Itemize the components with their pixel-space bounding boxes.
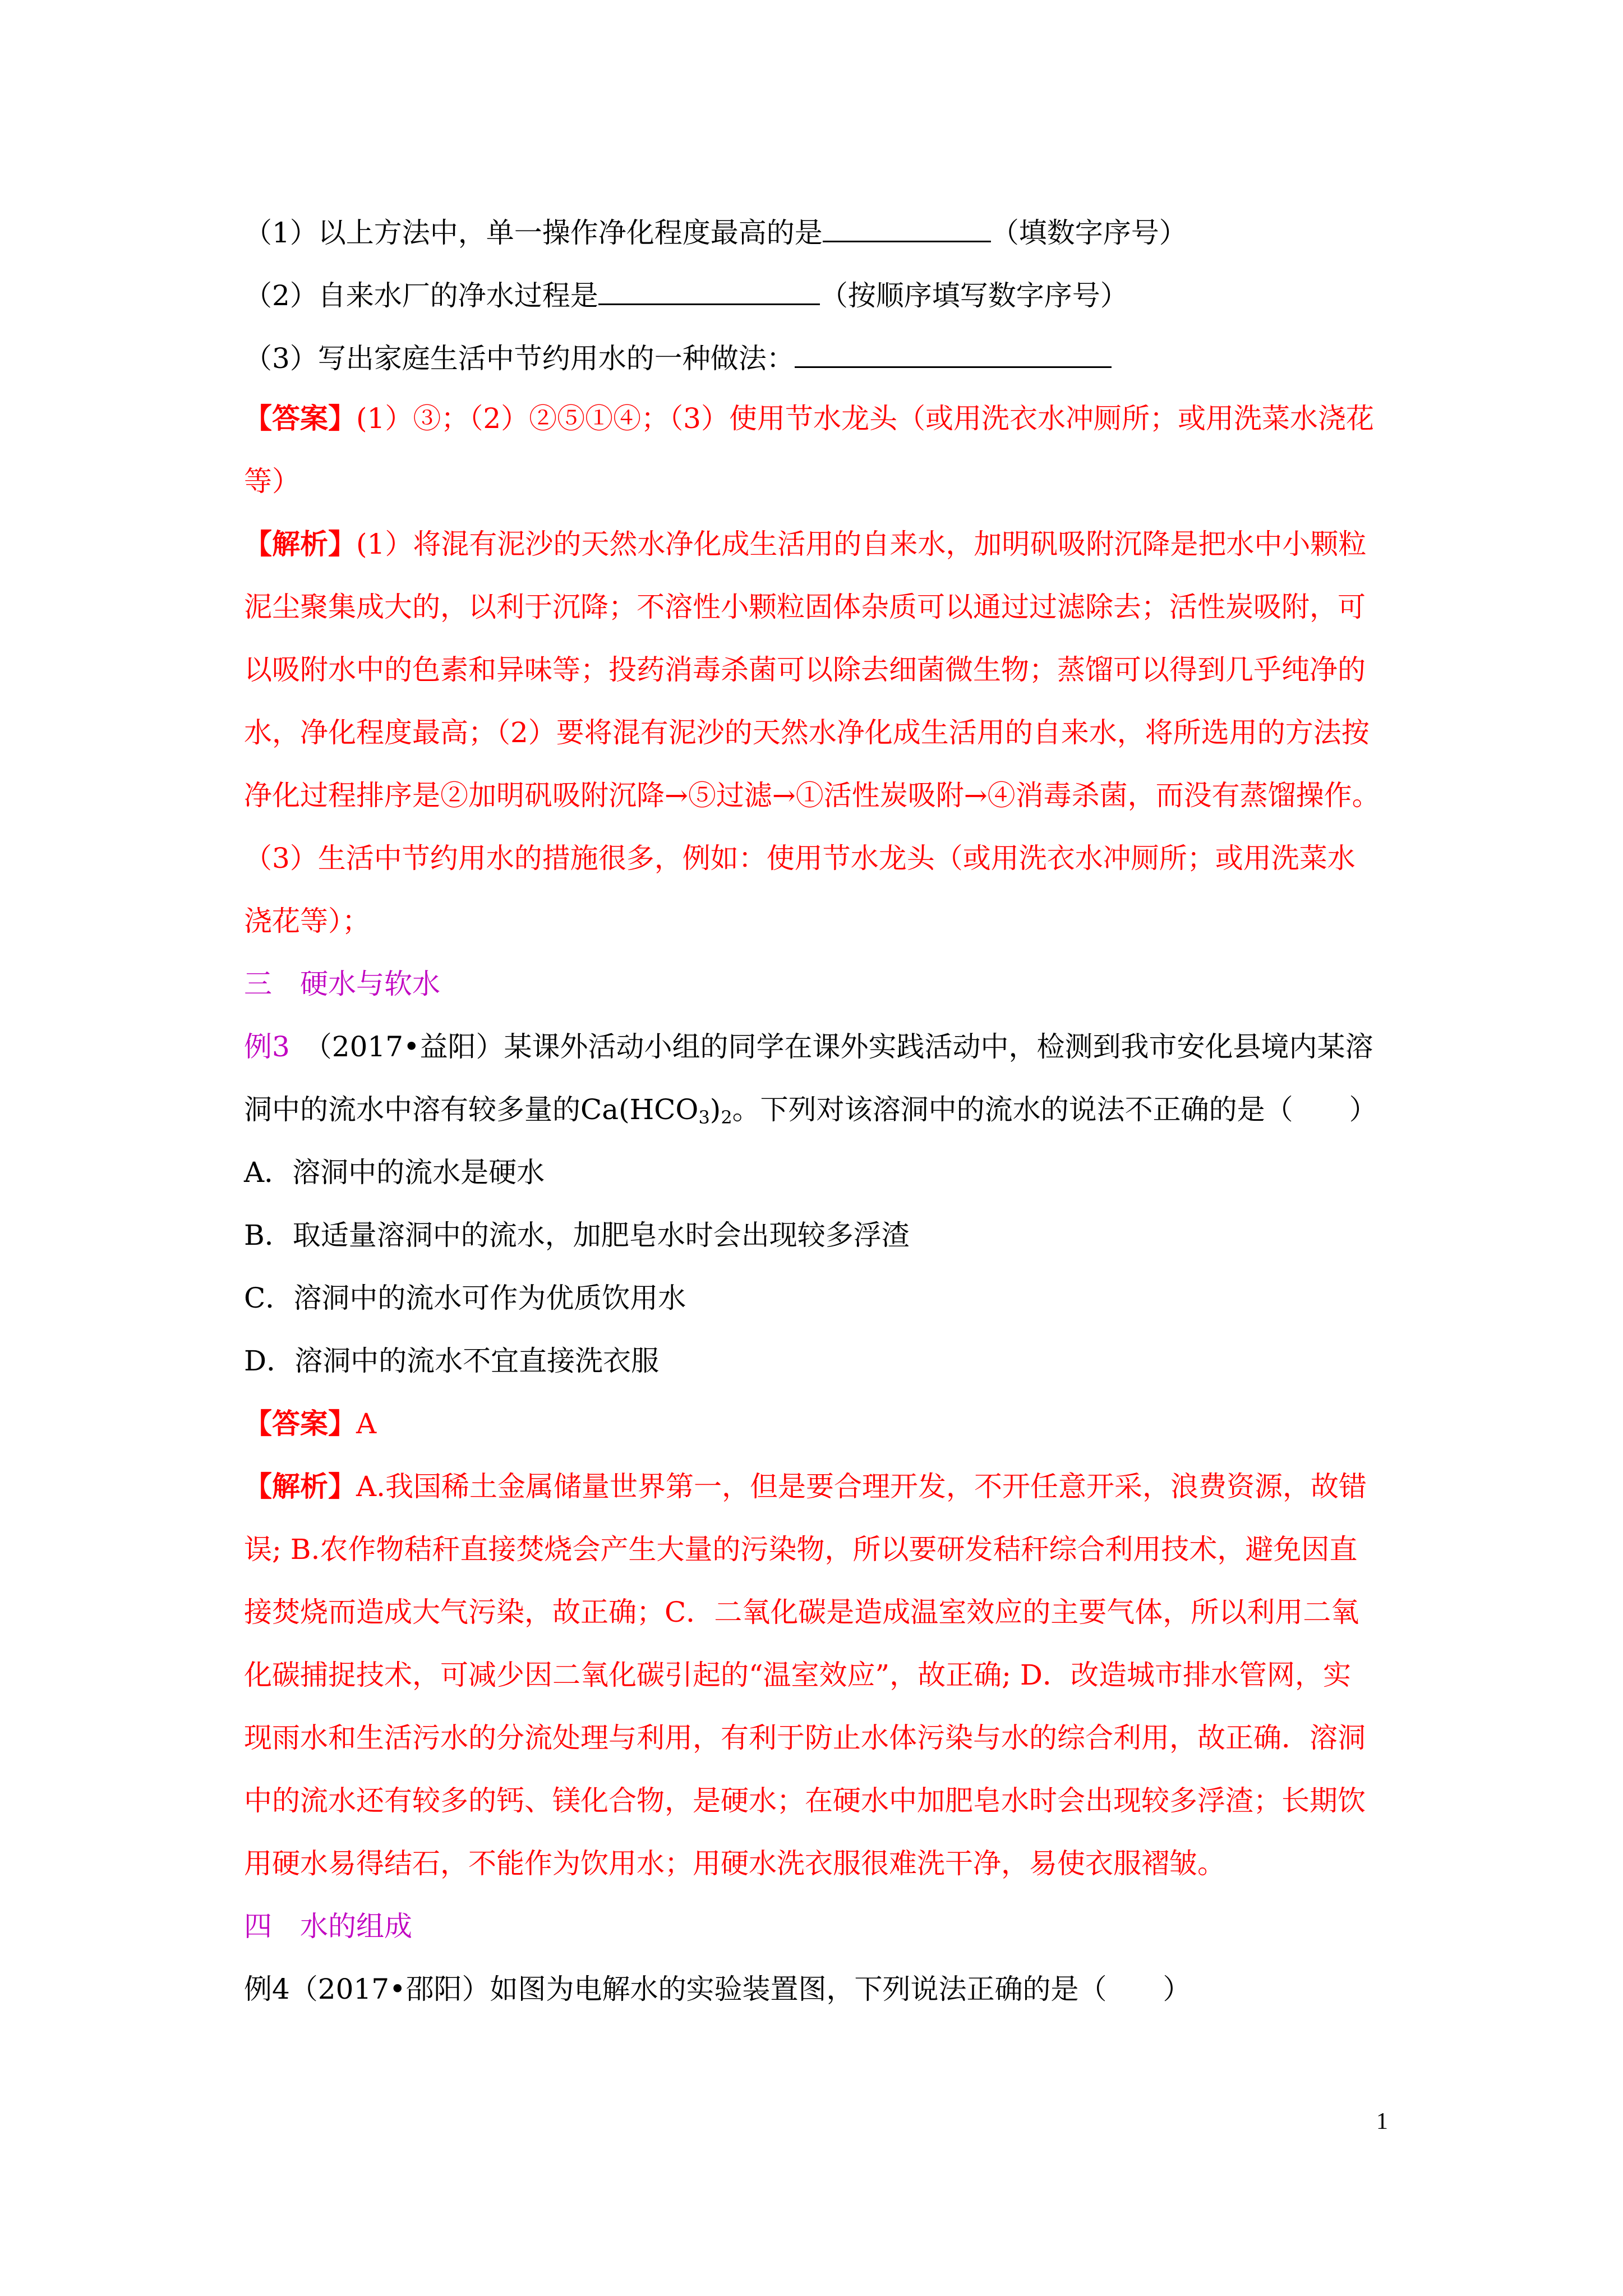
analysis1-line6: （3）生活中节约用水的措施很多，例如：使用节水龙头（或用洗衣水冲厕所；或用洗菜水 bbox=[244, 842, 1355, 875]
analysis3-line2: 误; B.农作物秸秆直接焚烧会产生大量的污染物，所以要研发秸秆综合利用技术，避免因直 bbox=[244, 1533, 1358, 1566]
example3-text: （2017•益阳）某课外活动小组的同学在课外实践活动中，检测到我市安化县境内某溶 bbox=[289, 1030, 1373, 1063]
example3-formula-sub: 3 bbox=[698, 1107, 710, 1128]
section3-title: 三 硬水与软水 bbox=[244, 968, 440, 1000]
example3-line2 bbox=[244, 1093, 1399, 1128]
example3-formula-sub2: 2 bbox=[721, 1107, 732, 1128]
option-a: A．溶洞中的流水是硬水 bbox=[244, 1156, 545, 1189]
analysis3-line6: 中的流水还有较多的钙、镁化合物，是硬水；在硬水中加肥皂水时会出现较多浮渣；长期饮 bbox=[244, 1784, 1366, 1817]
example3-formula-start: 洞中的流水中溶有较多量的Ca(HCO bbox=[244, 1093, 699, 1126]
q1-part1 bbox=[244, 216, 1399, 247]
option-c: C．溶洞中的流水可作为优质饮用水 bbox=[244, 1282, 686, 1314]
page-number: 1 bbox=[1376, 2109, 1388, 2134]
analysis1-line4: 水，净化程度最高；（2）要将混有泥沙的天然水净化成生活用的自来水，将所选用的方法按 bbox=[244, 716, 1370, 749]
analysis3-line1 bbox=[244, 1470, 1399, 1503]
answer1-line1 bbox=[244, 402, 1399, 435]
analysis1-line2: 泥尘聚集成大的，以利于沉降；不溶性小颗粒固体杂质可以通过过滤除去；活性炭吸附，可 bbox=[244, 591, 1366, 623]
option-b: B．取适量溶洞中的流水，加肥皂水时会出现较多浮渣 bbox=[244, 1219, 910, 1251]
q1-part3 bbox=[244, 342, 1399, 375]
answer3-line bbox=[244, 1407, 1399, 1440]
analysis1-line1 bbox=[244, 527, 1399, 560]
analysis3-line3: 接焚烧而造成大气污染，故正确；C．二氧化碳是造成温室效应的主要气体，所以利用二氧 bbox=[244, 1596, 1359, 1628]
example4-line: 例4（2017•邵阳）如图为电解水的实验装置图，下列说法正确的是（ ） bbox=[244, 1973, 1191, 2005]
q1-part1-hint: （填数字序号） bbox=[990, 217, 1187, 249]
analysis3-line5: 现雨水和生活污水的分流处理与利用，有利于防止水体污染与水的综合利用，故正确．溶洞 bbox=[244, 1722, 1366, 1754]
example3-question-end: 。下列对该溶洞中的流水的说法不正确的是（ ） bbox=[732, 1093, 1377, 1126]
q1-part2-hint: （按顺序填写数字序号） bbox=[819, 279, 1128, 312]
answer3-value: A bbox=[356, 1407, 377, 1440]
analysis3-tag: 【解析】 bbox=[244, 1470, 356, 1503]
analysis3-line7: 用硬水易得结石，不能作为饮用水；用硬水洗衣服很难洗干净，易使衣服褶皱。 bbox=[244, 1847, 1225, 1880]
analysis1-text: (1）将混有泥沙的天然水净化成生活用的自来水，加明矾吸附沉降是把水中小颗粒 bbox=[356, 528, 1367, 560]
answer1-text: (1）③；（2）②⑤①④；（3）使用节水龙头（或用洗衣水冲厕所；或用洗菜水浇花 bbox=[356, 402, 1374, 435]
analysis1-line7: 浇花等）； bbox=[244, 905, 370, 937]
analysis3-text: A.我国稀土金属储量世界第一，但是要合理开发，不开任意开采，浪费资源，故错 bbox=[356, 1470, 1367, 1503]
q1-part2-text: （2）自来水厂的净水过程是 bbox=[244, 279, 598, 312]
analysis1-line3: 以吸附水中的色素和异味等；投药消毒杀菌可以除去细菌微生物；蒸馏可以得到几乎纯净的 bbox=[244, 654, 1366, 686]
answer1-tag: 【答案】 bbox=[244, 402, 356, 435]
q1-part1-blank[interactable] bbox=[823, 216, 991, 242]
example3-line1 bbox=[244, 1030, 1399, 1063]
q1-part2 bbox=[244, 279, 1399, 310]
analysis3-line4: 化碳捕捉技术，可减少因二氧化碳引起的“温室效应”，故正确; D．改造城市排水管网，实 bbox=[244, 1659, 1351, 1691]
q1-part3-blank[interactable] bbox=[795, 342, 1112, 368]
option-d: D．溶洞中的流水不宜直接洗衣服 bbox=[244, 1345, 660, 1377]
analysis1-line5: 净化过程排序是②加明矾吸附沉降→⑤过滤→①活性炭吸附→④消毒杀菌，而没有蒸馏操作。 bbox=[244, 779, 1380, 812]
answer3-tag: 【答案】 bbox=[244, 1407, 356, 1440]
analysis1-tag: 【解析】 bbox=[244, 527, 356, 560]
q1-part1-text: （1）以上方法中，单一操作净化程度最高的是 bbox=[244, 217, 823, 249]
example3-formula-paren: ) bbox=[709, 1093, 721, 1126]
answer1-line2: 等） bbox=[244, 465, 300, 498]
q1-part2-blank[interactable] bbox=[598, 279, 820, 305]
q1-part3-text: （3）写出家庭生活中节约用水的一种做法： bbox=[244, 342, 795, 375]
example3-label: 例3 bbox=[244, 1030, 290, 1063]
section4-title: 四 水的组成 bbox=[244, 1910, 412, 1943]
